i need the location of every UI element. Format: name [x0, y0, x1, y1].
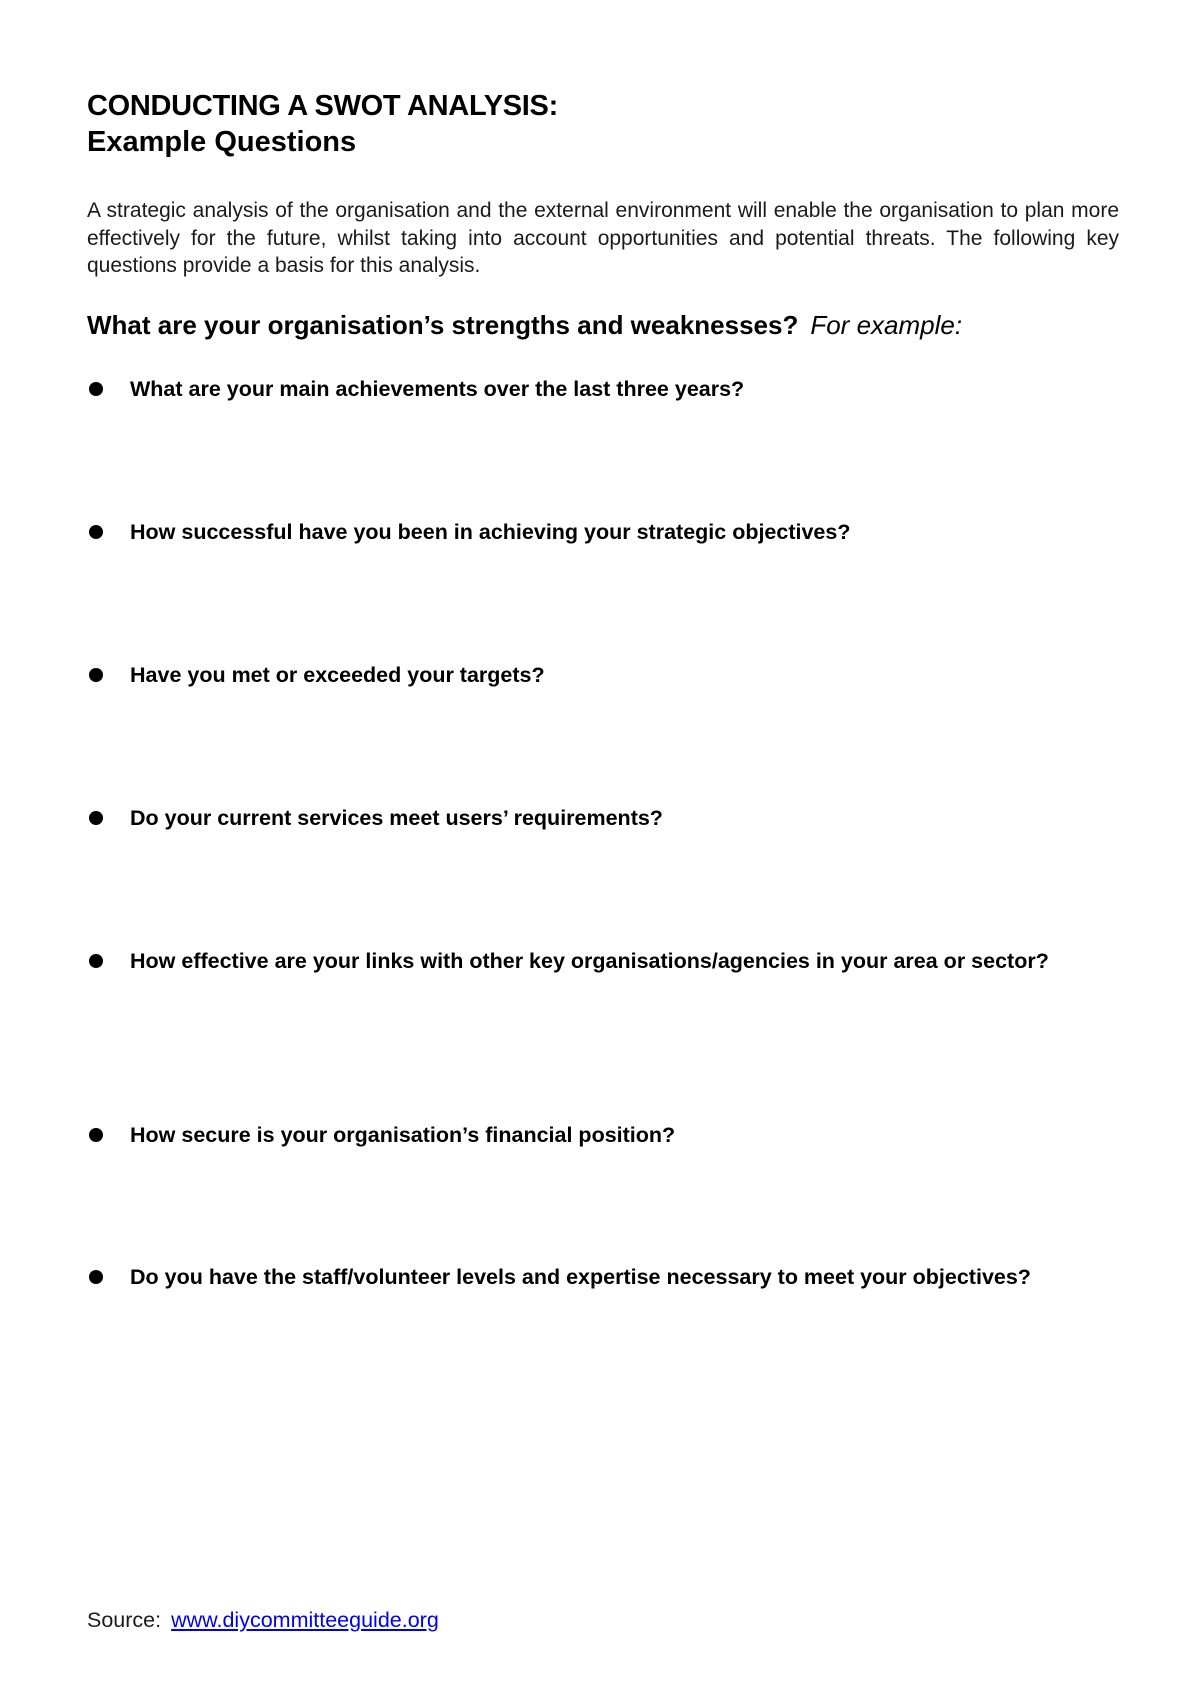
bullet-icon [89, 811, 103, 825]
document-title: CONDUCTING A SWOT ANALYSIS: [87, 90, 558, 122]
question-text: How successful have you been in achieving your strategic objectives? [130, 520, 851, 544]
bullet-icon [89, 1128, 103, 1142]
bullet-icon [89, 525, 103, 539]
bullet-icon [89, 1270, 103, 1284]
bullet-icon [89, 954, 103, 968]
source-line [87, 1606, 439, 1634]
source-label: Source: [87, 1608, 162, 1632]
question-text: How effective are your links with other key organisations/agencies in your area or sector? [130, 949, 1049, 973]
question-text: How secure is your organisation’s financial position? [130, 1123, 676, 1147]
bullet-icon [89, 668, 103, 682]
section-heading-text: What are your organisation’s strengths and weaknesses? [87, 310, 799, 340]
section-heading [87, 309, 962, 341]
question-text: What are your main achievements over the last three years? [130, 377, 745, 401]
document-subtitle: Example Questions [87, 126, 357, 158]
question-text: Do you have the staff/volunteer levels and expertise necessary to meet your objectives? [130, 1265, 1031, 1289]
source-link[interactable]: www.diycommitteeguide.org [171, 1608, 439, 1632]
section-example-label: For example: [810, 310, 963, 340]
question-text: Have you met or exceeded your targets? [130, 663, 545, 687]
question-text: Do your current services meet users’ requirements? [130, 806, 663, 830]
intro-paragraph: A strategic analysis of the organisation and the external environment will enable the organisation to plan more effectively for the future, whilst taking into account opportunities and potential threats. The following key questions provide a basis for this analysis. [87, 199, 1119, 277]
bullet-icon [89, 382, 103, 396]
